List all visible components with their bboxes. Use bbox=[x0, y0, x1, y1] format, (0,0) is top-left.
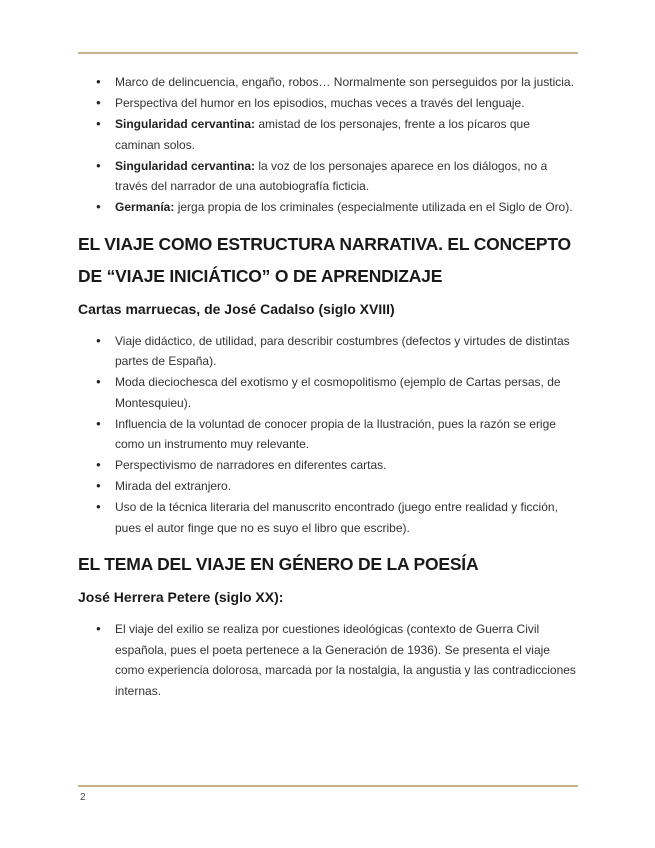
page-number: 2 bbox=[80, 792, 86, 803]
list-item: ● Moda dieciochesca del exotismo y el cosmopolitismo (ejemplo de Cartas persas, de Montesquieu). bbox=[78, 372, 578, 413]
list-item: ● Viaje didáctico, de utilidad, para describir costumbres (defectos y virtudes de distintas partes de España). bbox=[78, 331, 578, 372]
header-rule bbox=[78, 52, 578, 54]
list-item: ● Singularidad cervantina: amistad de los personajes, frente a los pícaros que caminan solos. bbox=[78, 114, 578, 155]
section3-list bbox=[78, 619, 578, 701]
section-heading-viaje-narrativa: EL VIAJE COMO ESTRUCTURA NARRATIVA. EL CONCEPTO DE “VIAJE INICIÁTICO” O DE APRENDIZAJE bbox=[78, 233, 571, 286]
section1-list bbox=[78, 72, 578, 218]
list-item: ● Mirada del extranjero. bbox=[78, 476, 578, 497]
list-item: ● Uso de la técnica literaria del manuscrito encontrado (juego entre realidad y ficción, pues el autor finge que no es suyo el libro que escribe). bbox=[78, 497, 578, 538]
list-item: ● Germanía: jerga propia de los criminales (especialmente utilizada en el Siglo de Oro). bbox=[78, 197, 578, 218]
term-label: Germanía: bbox=[115, 200, 175, 214]
page-content bbox=[78, 72, 578, 702]
list-item: ● Influencia de la voluntad de conocer propia de la Ilustración, pues la razón se erige como un instrumento muy relevante. bbox=[78, 414, 578, 455]
list-item: ● El viaje del exilio se realiza por cuestiones ideológicas (contexto de Guerra Civil española, pues el poeta pertenece a la Generación de 1936). Se presenta el viaje como experiencia dolorosa, marcada por la nostalgia, la angustia y las contradicciones internas. bbox=[78, 619, 578, 701]
term-label: Singularidad cervantina: bbox=[115, 158, 256, 173]
list-item: ● Marco de delincuencia, engaño, robos… Normalmente son perseguidos por la justicia. bbox=[78, 72, 578, 93]
subheading-cartas-marruecas: Cartas marruecas, de José Cadalso (siglo XVIII) bbox=[78, 300, 395, 317]
list-item: ● Perspectivismo de narradores en diferentes cartas. bbox=[78, 455, 578, 476]
term-label: Singularidad cervantina: bbox=[115, 117, 256, 131]
list-item: ● Perspectiva del humor en los episodios, muchas veces a través del lenguaje. bbox=[78, 93, 578, 114]
subheading-herrera-petere: José Herrera Petere (siglo XX): bbox=[78, 589, 284, 605]
section2-list bbox=[78, 331, 578, 539]
list-item: ● Singularidad cervantina: la voz de los personajes aparece en los diálogos, no a través del narrador de una autobiografía ficticia. bbox=[78, 156, 578, 197]
footer-rule bbox=[78, 785, 578, 787]
section-heading-viaje-poesia: EL TEMA DEL VIAJE EN GÉNERO DE LA POESÍA bbox=[78, 554, 479, 574]
